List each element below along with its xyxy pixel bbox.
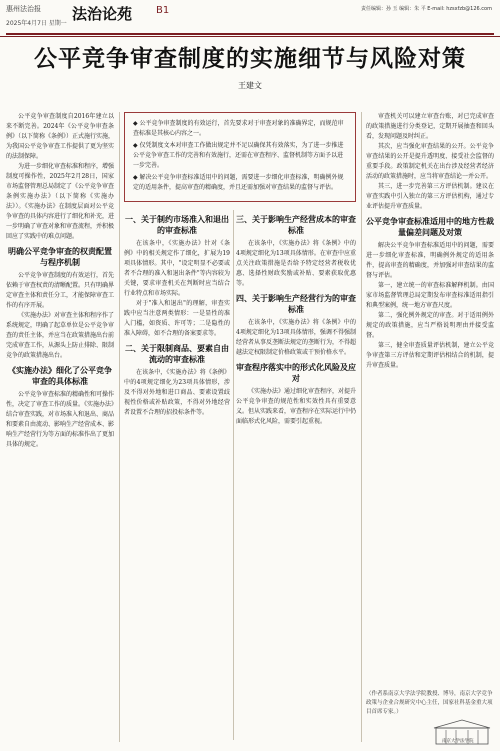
paragraph: 审查机关可以建立审查台账，对已完成审查的政策措施进行分类登记，定期开展抽查和回头看，发现问题及时纠正。: [366, 113, 494, 140]
paragraph: 在该条中，《实施办法》将《条例》中的4项规定细化为23项具体情形，涉及不得对外地和进口商品、要素设置歧视性价格或补贴政策，不得对外地经营者设置不合理的招投标条件等。: [124, 369, 230, 416]
paragraph: 对于"准入和退出"的理解，审查实践中应当注意两类情形：一是显性的准入门槛，如资质、许可等；二是隐性的准入障碍，如不合理的备案要求等。: [124, 300, 230, 337]
summary-box: [124, 112, 356, 202]
section-heading: 三、关于影响生产经营成本的审查标准: [236, 214, 356, 235]
column-1: [6, 112, 114, 742]
paragraph: 为进一步细化审查标准和程序，增强制度可操作性，2025年2月28日，国家市场监督管理总局制定了《公平竞争审查条例实施办法》（以下简称《实施办法》）。《实施办法》在制度层面对公平竞争审查的具体内容进行了细化和补充，进一步明确了审查对象和审查流程，并积极回应了实践中的难点问题。: [6, 163, 114, 240]
column-divider: [361, 112, 362, 742]
section-heading: 明确公平竞争审查的权责配置与程序机制: [8, 246, 112, 267]
column-divider: [233, 210, 234, 740]
column-2: [124, 210, 230, 740]
paragraph: 在该条中，《实施办法》将《条例》中的4项规定细化为13项具体情形。在审查中应重点关注政策措施是否给予特定经营者税收优惠、选择性财政奖励或补贴、要素获取优惠等。: [236, 240, 356, 287]
paragraph: 第二，强化例外规定的审查。对于适用例外规定的政策措施，应当严格说明理由并接受监督。: [366, 312, 494, 339]
paragraph: 公平竞争审查标准的精确性和可操作性，决定了审查工作的质量。《实施办法》结合审查实践，对市场准入和退出、商品和要素自由流动、影响生产经营成本、影响生产经营行为等方面的标准作出了更加具体的规定。: [6, 391, 114, 448]
section-heading: 《实施办法》细化了公平竞争审查的具体标准: [8, 365, 112, 386]
paragraph: 在该条中，《实施办法》将《条例》中的4项规定细化为13项具体情形，强调不得强制经营者从事反垄断法规定的垄断行为，不得超越法定权限制定价格政策或干预价格水平。: [236, 319, 356, 356]
paragraph: 公平竞争审查制度自2016年建立以来不断完善。2024年《公平竞争审查条例》（以下简称《条例》）正式施行实施，为我国公平竞争审查工作提供了更为坚实的法制保障。: [6, 113, 114, 160]
column-4: [366, 112, 494, 712]
paragraph: 公平竞争审查制度的有效运行，首先依赖于审查权责的清晰配置。只有明确界定审查主体和责任分工，才能保障审查工作的有序开展。: [6, 272, 114, 309]
paragraph: 在该条中，《实施办法》针对《条例》中的相关规定作了细化，扩展为19项具体情形。其中，"设定明显不必要或者不合理的准入和退出条件"等内容较为关键，要求审查机关在判断时应当结合行业特点和市场实际。: [124, 240, 230, 297]
summary-point: ◆ 仅凭制度文本对审查工作做出规定并不足以确保其有效落实，为了进一步推进公平竞争审查工作的完善和有效施行，还需在审查程序、监督机制等方面予以进一步完善。: [133, 142, 344, 169]
section-heading: 四、关于影响生产经营行为的审查标准: [236, 293, 356, 314]
illustration-caption: 南京大学法学院: [442, 739, 474, 744]
paragraph: 《实施办法》对审查主体和程序作了系统规定，明确了起草单位是公平竞争审查的责任主体，并应当在政策措施出台前完成审查工作，从源头上防止排除、限制竞争的政策措施出台。: [6, 312, 114, 359]
author-note: （作者系南京大学法学院教授、博导，南京大学竞争政策与企业合规研究中心主任，国家社科基金重大项目首席专家。）: [366, 691, 493, 715]
column-3: [236, 210, 356, 740]
paragraph: 第一，建立统一的审查标准解释机制。由国家市场监督管理总局定期发布审查标准适用指引和典型案例，统一地方审查尺度。: [366, 282, 494, 309]
paragraph: 解决公平竞争审查标准适用中的问题，需要进一步细化审查标准，明确例外规定的适用条件，提高审查的精确度，并加强对审查结果的监督与评估。: [366, 242, 494, 279]
editor-credits: 责任编辑：孙 玉 编辑：朱 平 E-mail: hzsxfzb@126.com: [360, 6, 492, 12]
article-title: 公平竞争审查制度的实施细节与风险对策: [34, 45, 466, 72]
newspaper-logo: 惠州法治报: [6, 5, 41, 13]
page-number: B1: [156, 5, 170, 16]
issue-date: 2025年4月7日 星期一: [6, 20, 67, 27]
paragraph: 第三，健全审查质量评估机制，建立公平竞争审查第三方评估和定期评估相结合的机制，提升审查质量。: [366, 342, 494, 369]
section-heading: 二、关于限制商品、要素自由流动的审查标准: [125, 343, 229, 364]
header-rule: [6, 33, 494, 35]
article-author: 王建文: [238, 81, 262, 90]
summary-point: ◆ 公平竞争审查制度的有效运行，首先要求对于审查对象的准确界定，而规范审查标准是其核心内容之一。: [133, 120, 344, 137]
column-divider: [119, 112, 120, 742]
summary-point: ◆ 解决公平竞争审查标准适用中的问题，需要进一步细化审查标准，明确例外规定的适用条件，提高审查的精确度，并且还需加强对审查结果的监督与评估。: [133, 174, 344, 191]
paragraph: 其次，应当强化审查结果的公开。公平竞争审查结果的公开是提升透明度、接受社会监督的重要手段。政策制定机关在出台涉及经营者经济活动的政策措施时，应当将审查结论一并公开。: [366, 143, 494, 180]
section-heading: 一、关于制约市场准入和退出的审查标准: [125, 214, 229, 235]
section-title: 法治论苑: [72, 5, 133, 23]
section-heading: 公平竞争审查标准适用中的地方性裁量偏差问题及对策: [366, 216, 494, 237]
paragraph: 《实施办法》通过细化审查程序，对提升公平竞争审查的规范性和实效性具有重要意义。但从实践来看，审查程序在实际运行中仍面临形式化风险，需要引起重视。: [236, 388, 356, 425]
section-heading: 审查程序落实中的形式化风险及应对: [236, 362, 356, 383]
newspaper-header: [0, 0, 500, 37]
paragraph: 其三，进一步完善第三方评估机制。建议在审查实践中引入独立的第三方评估机构，通过专业评估提升审查质量。: [366, 183, 494, 210]
